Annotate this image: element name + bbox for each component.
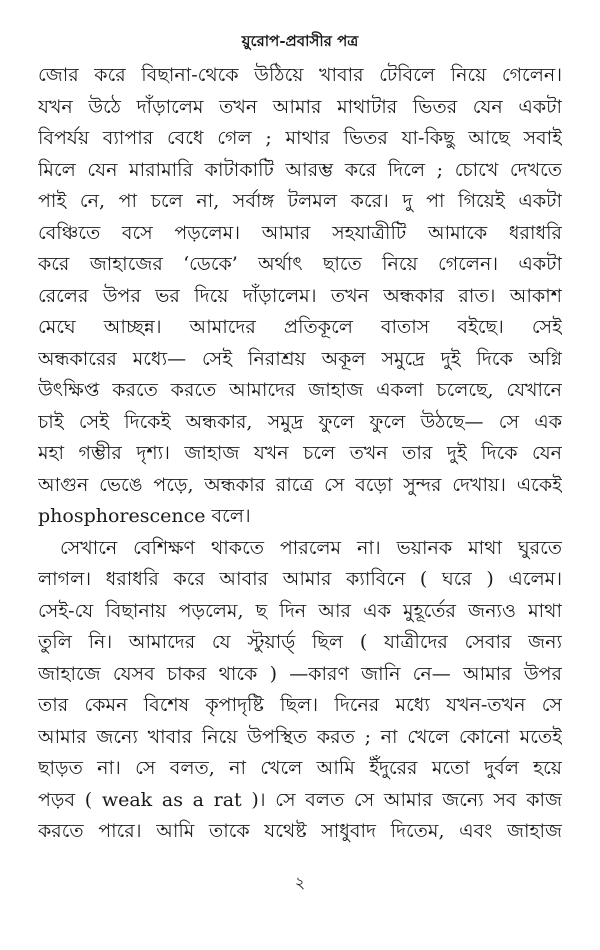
text-line: তুলি নি। আমাদের যে স্টুয়ার্ড্ ছিল ( যাত্রীদের সেবার জন্য — [38, 631, 562, 653]
text-line: জাহাজে যেসব চাকর থাকে ) —কারণ জানি নে— আমার উপর — [38, 662, 562, 685]
page-number: ২ — [294, 873, 306, 892]
text-line: পড়ব ( weak as a rat )। সে বলত সে আমার জন্যে সব কাজ — [38, 788, 562, 811]
text-line: যখন উঠে দাঁড়ালেম তখন আমার মাথাটার ভিতর যেন একটা — [38, 95, 562, 118]
text-line: পাই নে, পা চলে না, সর্বাঙ্গ টলমল করে। দু পা গিয়েই একটা — [38, 190, 562, 212]
text-line: বেঞ্চিতে বসে পড়লেম। আমার সহযাত্রীটি আমাকে ধরাধরি — [38, 221, 562, 244]
page-body — [38, 60, 562, 848]
running-header: য়ুরোপ-প্রবাসীর পত্র — [241, 32, 359, 50]
text-line: লাগল। ধরাধরি করে আবার আমার ক্যাবিনে ( ঘরে ) এলেম। — [38, 568, 562, 590]
text-line: phosphorescence বলে। — [38, 505, 251, 527]
text-line: জোর করে বিছানা-থেকে উঠিয়ে খাবার টেবিলে নিয়ে গেলেন। — [38, 64, 562, 86]
text-line: সেই-যে বিছানায় পড়লেম, ছ দিন আর এক মুহূর্তের জন্যও মাথা — [38, 599, 562, 622]
text-line: মেঘে আচ্ছন্ন। আমাদের প্রতিকূলে বাতাস বইছে। সেই — [38, 316, 562, 338]
text-line: ছাড়ত না। সে বলত, না খেলে আমি ইঁদুরের মতো দুর্বল হয়ে — [38, 757, 562, 779]
text-line: অন্ধকারের মধ্যে— সেই নিরাশ্রয় অকূল সমুদ্রে দুই দিকে অগ্নি — [38, 347, 562, 370]
text-line: সেখানে বেশিক্ষণ থাকতে পারলেম না। ভয়ানক মাথা ঘুরতে — [60, 536, 562, 559]
text-line: আগুন ভেঙে পড়ে, অন্ধকার রাত্রে সে বড়ো সুন্দর দেখায়। একেই — [38, 473, 562, 496]
text-line: করে জাহাজের ‘ডেকে’ অর্থাৎ ছাতে নিয়ে গেলেন। একটা — [38, 253, 562, 275]
text-line: উৎক্ষিপ্ত করতে করতে আমাদের জাহাজ একলা চলেছে, যেখানে — [38, 379, 562, 401]
text-line: রেলের উপর ভর দিয়ে দাঁড়ালেম। তখন অন্ধকার রাত। আকাশ — [38, 284, 562, 307]
text-line: তার কেমন বিশেষ কৃপাদৃষ্টি ছিল। দিনের মধ্যে যখন-তখন সে — [38, 694, 562, 716]
text-line: মিলে যেন মারামারি কাটাকাটি আরম্ভ করে দিলে ; চোখে দেখতে — [38, 158, 562, 181]
text-line: আমার জন্যে খাবার নিয়ে উপস্থিত করত ; না খেলে কোনো মতেই — [38, 725, 562, 748]
text-line: বিপর্যয় ব্যাপার বেধে গেল ; মাথার ভিতর যা-কিছু আছে সবাই — [38, 127, 562, 149]
text-line: মহা গম্ভীর দৃশ্য। জাহাজ যখন চলে তখন তার দুই দিকে যেন — [38, 442, 562, 464]
text-line: চাই সেই দিকেই অন্ধকার, সমুদ্র ফুলে ফুলে উঠছে— সে এক — [38, 410, 562, 433]
text-line: করতে পারে। আমি তাকে যথেষ্ট সাধুবাদ দিতেম, এবং জাহাজ — [38, 820, 562, 842]
